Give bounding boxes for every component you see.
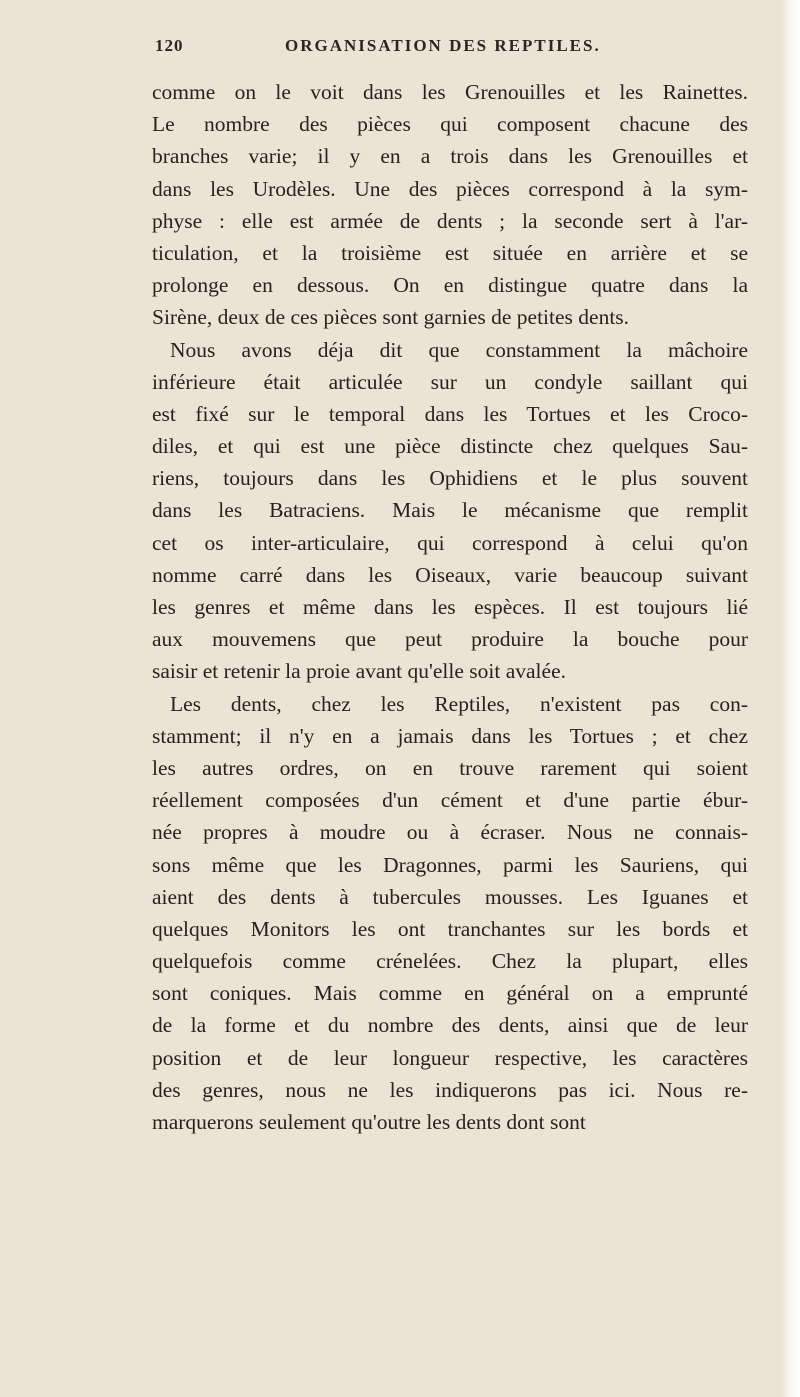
text-line: dans les Batraciens. Mais le mécanisme que remplit — [152, 498, 748, 523]
text-line: branches varie; il y en a trois dans les Grenouilles et — [152, 144, 748, 169]
text-line: ticulation, et la troisième est située en arrière et se — [152, 240, 748, 265]
text-line: Nous avons déja dit que constamment la mâchoire — [170, 337, 748, 362]
running-title: ORGANISATION DES REPTILES. — [285, 36, 601, 55]
text-line: réellement composées d'un cément et d'une partie ébur- — [152, 788, 748, 813]
text-line: physe : elle est armée de dents ; la seconde sert à l'ar- — [152, 208, 748, 233]
text-line: née propres à moudre ou à écraser. Nous ne connais- — [152, 820, 748, 845]
text-line: est fixé sur le temporal dans les Tortues et les Croco- — [152, 401, 748, 426]
text-line: les autres ordres, on en trouve rarement qui soient — [152, 755, 748, 780]
text-line: cet os inter-articulaire, qui correspond à celui qu'on — [152, 530, 748, 555]
text-line: sont coniques. Mais comme en général on a emprunté — [152, 981, 748, 1006]
text-line: stamment; il n'y en a jamais dans les Tortues ; et chez — [152, 723, 748, 748]
text-line: quelquefois comme crénelées. Chez la plupart, elles — [152, 949, 748, 974]
text-line: riens, toujours dans les Ophidiens et le plus souvent — [152, 466, 748, 491]
text-line: inférieure était articulée sur un condyle saillant qui — [152, 369, 748, 394]
text-line: saisir et retenir la proie avant qu'elle soit avalée. — [152, 659, 566, 684]
text-line: nomme carré dans les Oiseaux, varie beaucoup suivant — [152, 562, 748, 587]
text-line: de la forme et du nombre des dents, ainsi que de leur — [152, 1013, 748, 1038]
text-line: position et de leur longueur respective, les caractères — [152, 1045, 748, 1070]
text-line: dans les Urodèles. Une des pièces correspond à la sym- — [152, 176, 748, 201]
text-line: aux mouvemens que peut produire la bouche pour — [152, 627, 748, 652]
text-line: quelques Monitors les ont tranchantes sur les bords et — [152, 916, 748, 941]
text-line: Les dents, chez les Reptiles, n'existent pas con- — [170, 691, 748, 716]
text-line: sons même que les Dragonnes, parmi les Sauriens, qui — [152, 852, 748, 877]
page-header — [155, 36, 755, 62]
text-line: diles, et qui est une pièce distincte chez quelques Sau- — [152, 434, 748, 459]
text-line: comme on le voit dans les Grenouilles et les Rainettes. — [152, 80, 748, 104]
text-line: Sirène, deux de ces pièces sont garnies de petites dents. — [152, 305, 630, 330]
text-line: prolonge en dessous. On en distingue quatre dans la — [152, 273, 748, 298]
page-number: 120 — [155, 36, 184, 55]
body-text — [152, 76, 748, 1138]
text-line: des genres, nous ne les indiquerons pas ici. Nous re- — [152, 1077, 748, 1102]
text-line: marquerons seulement qu'outre les dents dont sont — [152, 1110, 586, 1134]
text-line: les genres et même dans les espèces. Il est toujours lié — [152, 595, 748, 619]
text-line: aient des dents à tubercules mousses. Les Iguanes et — [152, 884, 748, 909]
text-line: Le nombre des pièces qui composent chacune des — [152, 112, 748, 137]
page-edge-shadow — [782, 0, 800, 1397]
